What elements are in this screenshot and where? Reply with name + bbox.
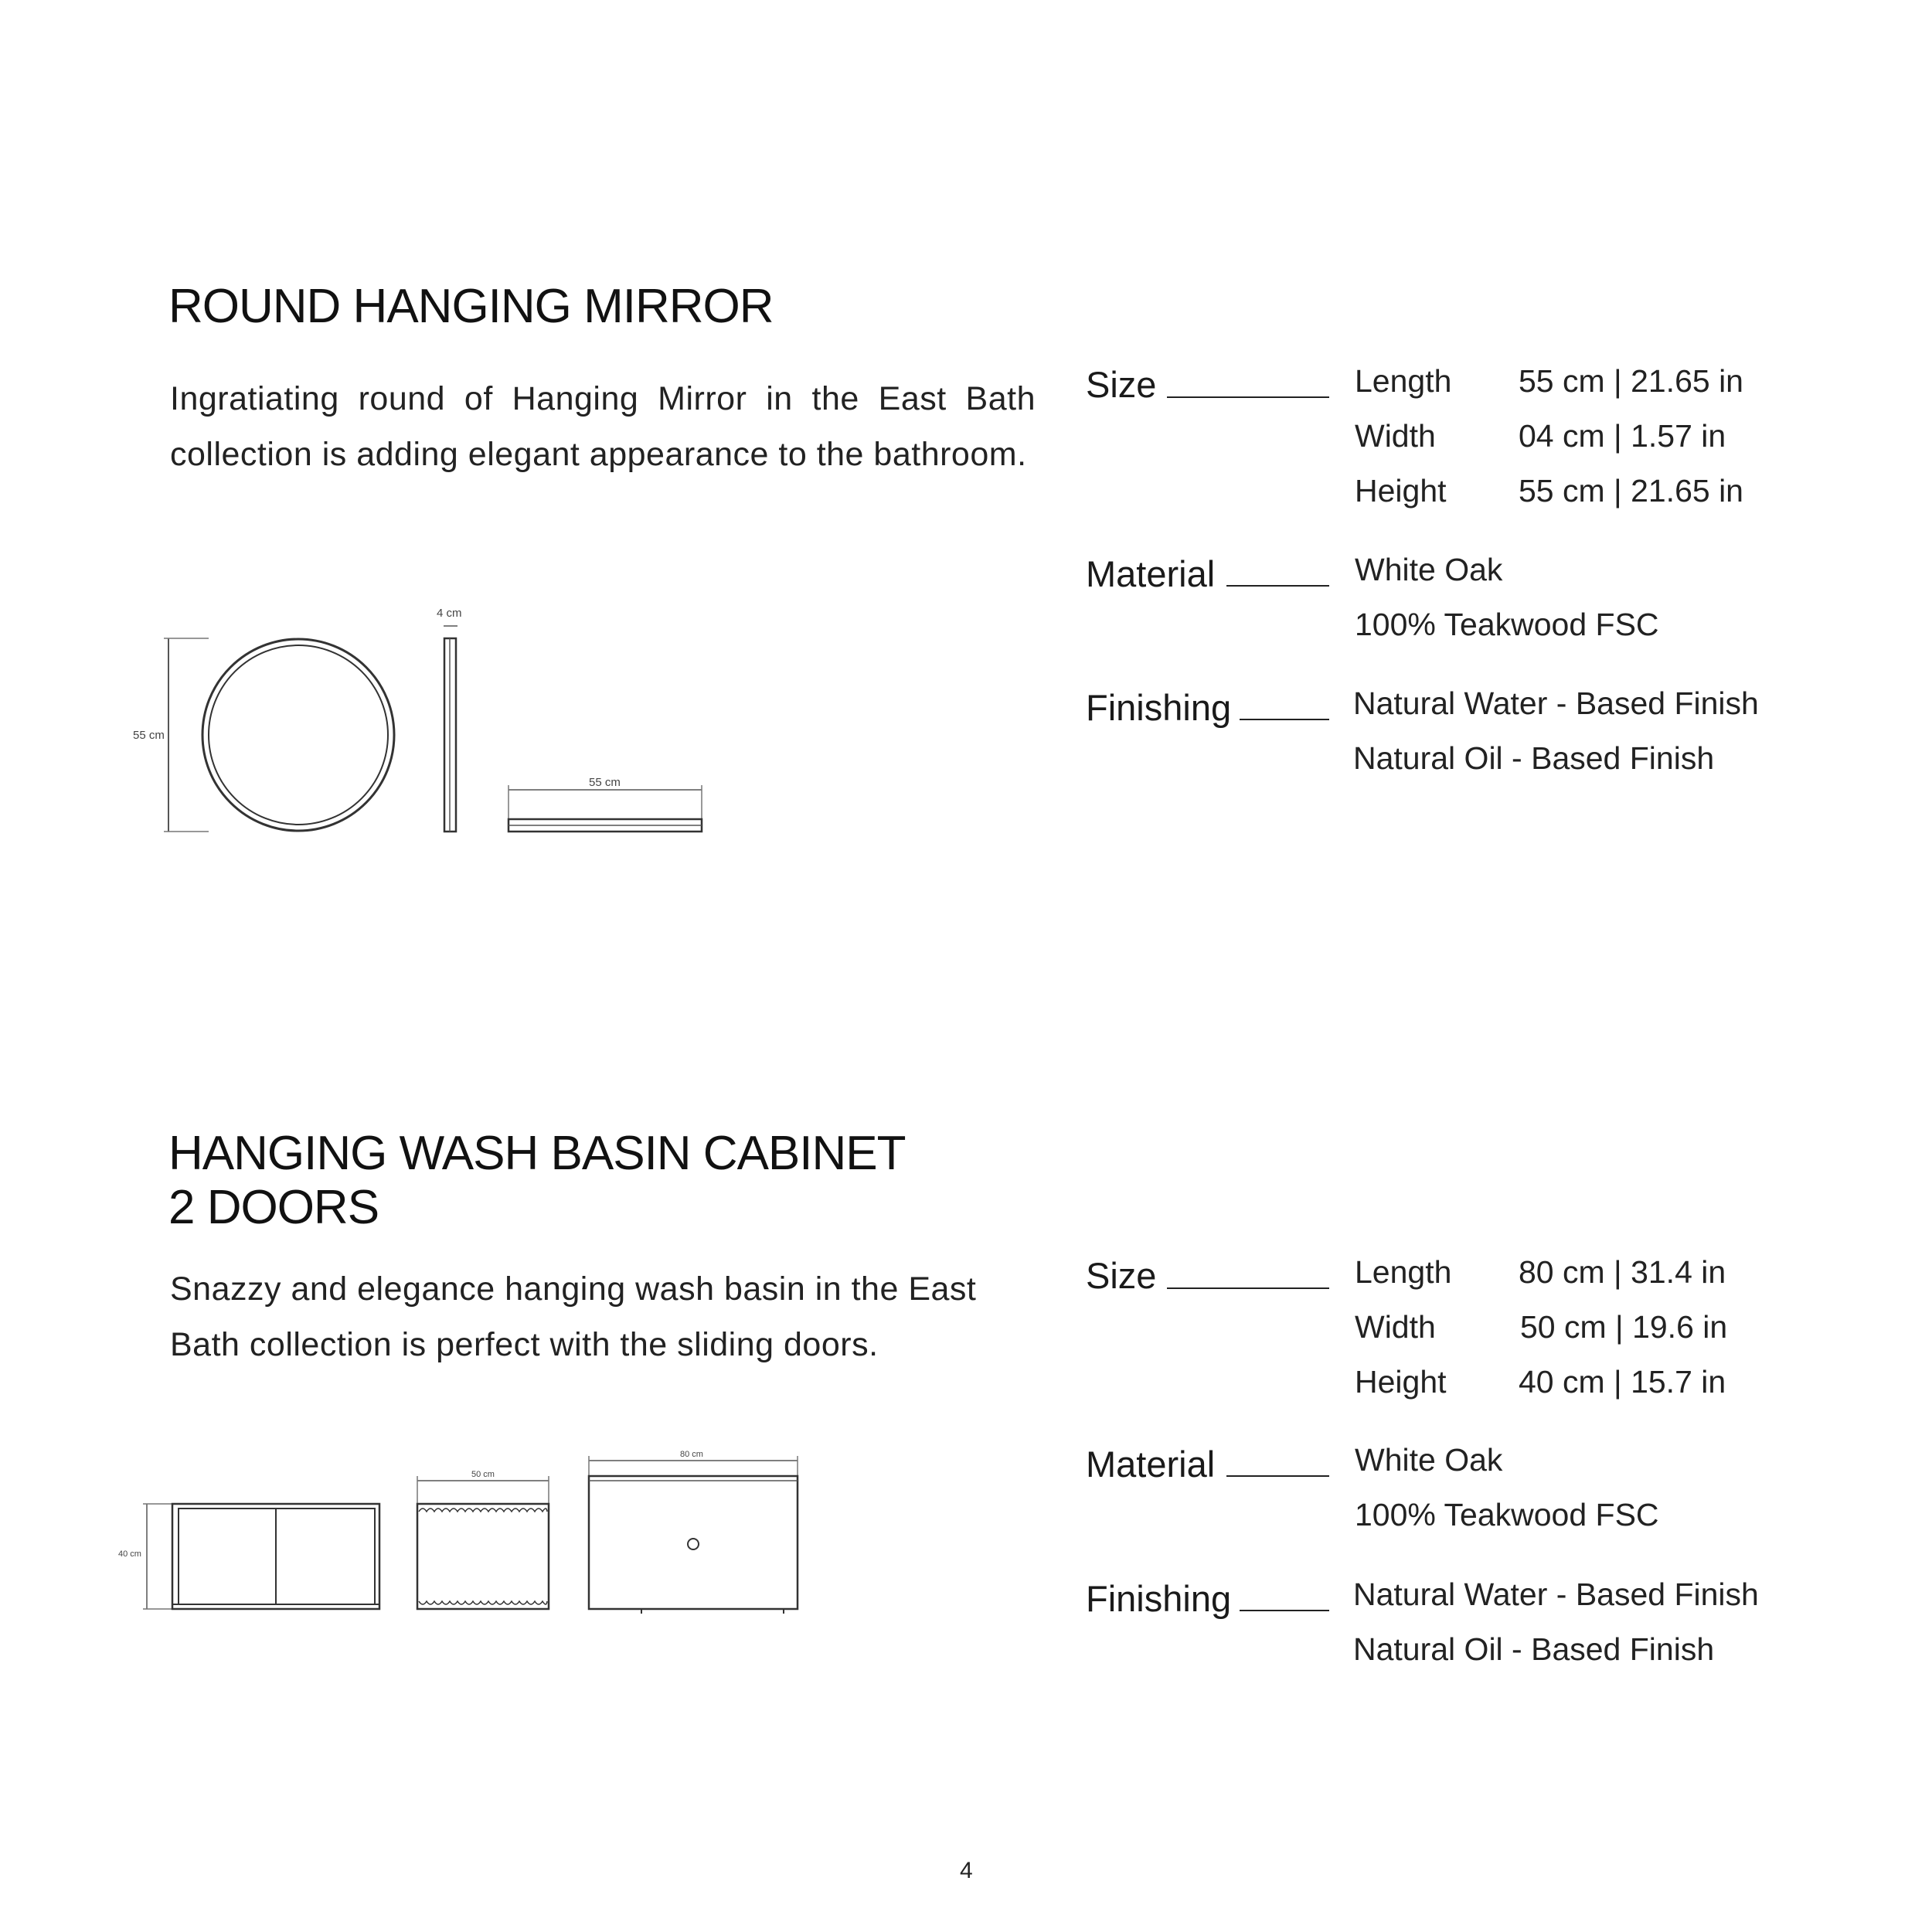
product-title-line: HANGING WASH BASIN CABINET [168, 1127, 906, 1180]
product-description: Snazzy and elegance hanging wash basin in the East Bath collection is perfect with the sliding doors. [170, 1270, 977, 1363]
size-value: 04 cm | 1.57 in [1519, 418, 1726, 454]
material-value: 100% Teakwood FSC [1355, 607, 1659, 642]
size-label: Size [1086, 1255, 1157, 1296]
finishing-leader-line [1240, 1610, 1329, 1611]
finishing-value: Natural Oil - Based Finish [1353, 1631, 1715, 1667]
material-leader-line [1226, 1475, 1329, 1477]
material-value: White Oak [1355, 1442, 1503, 1478]
material-value: 100% Teakwood FSC [1355, 1497, 1659, 1532]
product-title-line: ROUND HANGING MIRROR [168, 280, 774, 333]
basin-drain [688, 1539, 699, 1549]
finishing-label: Finishing [1086, 687, 1232, 728]
mirror-dim-height: 55 cm [133, 729, 165, 742]
size-value: 55 cm | 21.65 in [1519, 473, 1743, 509]
cabinet-dim-height: 40 cm [118, 1549, 141, 1559]
mirror-front-view [202, 639, 394, 831]
mirror-dim-depth: 4 cm [437, 607, 462, 620]
size-key: Height [1355, 473, 1447, 509]
mirror-dim-width: 55 cm [589, 776, 621, 789]
page-number: 4 [960, 1858, 973, 1883]
finishing-value: Natural Oil - Based Finish [1353, 740, 1715, 776]
size-key: Length [1355, 1254, 1452, 1290]
material-leader-line [1226, 585, 1329, 587]
size-label: Size [1086, 364, 1157, 405]
finishing-leader-line [1240, 719, 1329, 720]
size-leader-line [1167, 1287, 1329, 1289]
cabinet-side-view [417, 1504, 549, 1609]
material-label: Material [1086, 553, 1216, 594]
finishing-value: Natural Water - Based Finish [1353, 685, 1759, 721]
size-key: Width [1355, 418, 1436, 454]
cabinet-dim-depth: 50 cm [471, 1470, 495, 1479]
material-value: White Oak [1355, 552, 1503, 587]
size-value: 50 cm | 19.6 in [1520, 1309, 1728, 1345]
finishing-label: Finishing [1086, 1578, 1232, 1619]
size-value: 55 cm | 21.65 in [1519, 363, 1743, 399]
product-description: Ingratiating round of Hanging Mirror in the East Bath collection is adding elegant appearance to the bathroom. [170, 380, 1036, 473]
cabinet-technical-drawing [112, 1445, 808, 1623]
material-label: Material [1086, 1444, 1216, 1485]
product-title [168, 1127, 906, 1235]
cabinet-dim-width: 80 cm [680, 1450, 703, 1459]
mirror-technical-drawing [124, 595, 726, 850]
size-leader-line [1167, 396, 1329, 398]
finishing-value: Natural Water - Based Finish [1353, 1577, 1759, 1612]
size-key: Length [1355, 363, 1452, 399]
size-key: Width [1355, 1309, 1436, 1345]
product-title-line: 2 DOORS [168, 1181, 379, 1234]
size-key: Height [1355, 1364, 1447, 1400]
cabinet-top-view [589, 1476, 798, 1609]
size-value: 80 cm | 31.4 in [1519, 1254, 1726, 1290]
size-value: 40 cm | 15.7 in [1519, 1364, 1726, 1400]
product-title [168, 280, 774, 334]
